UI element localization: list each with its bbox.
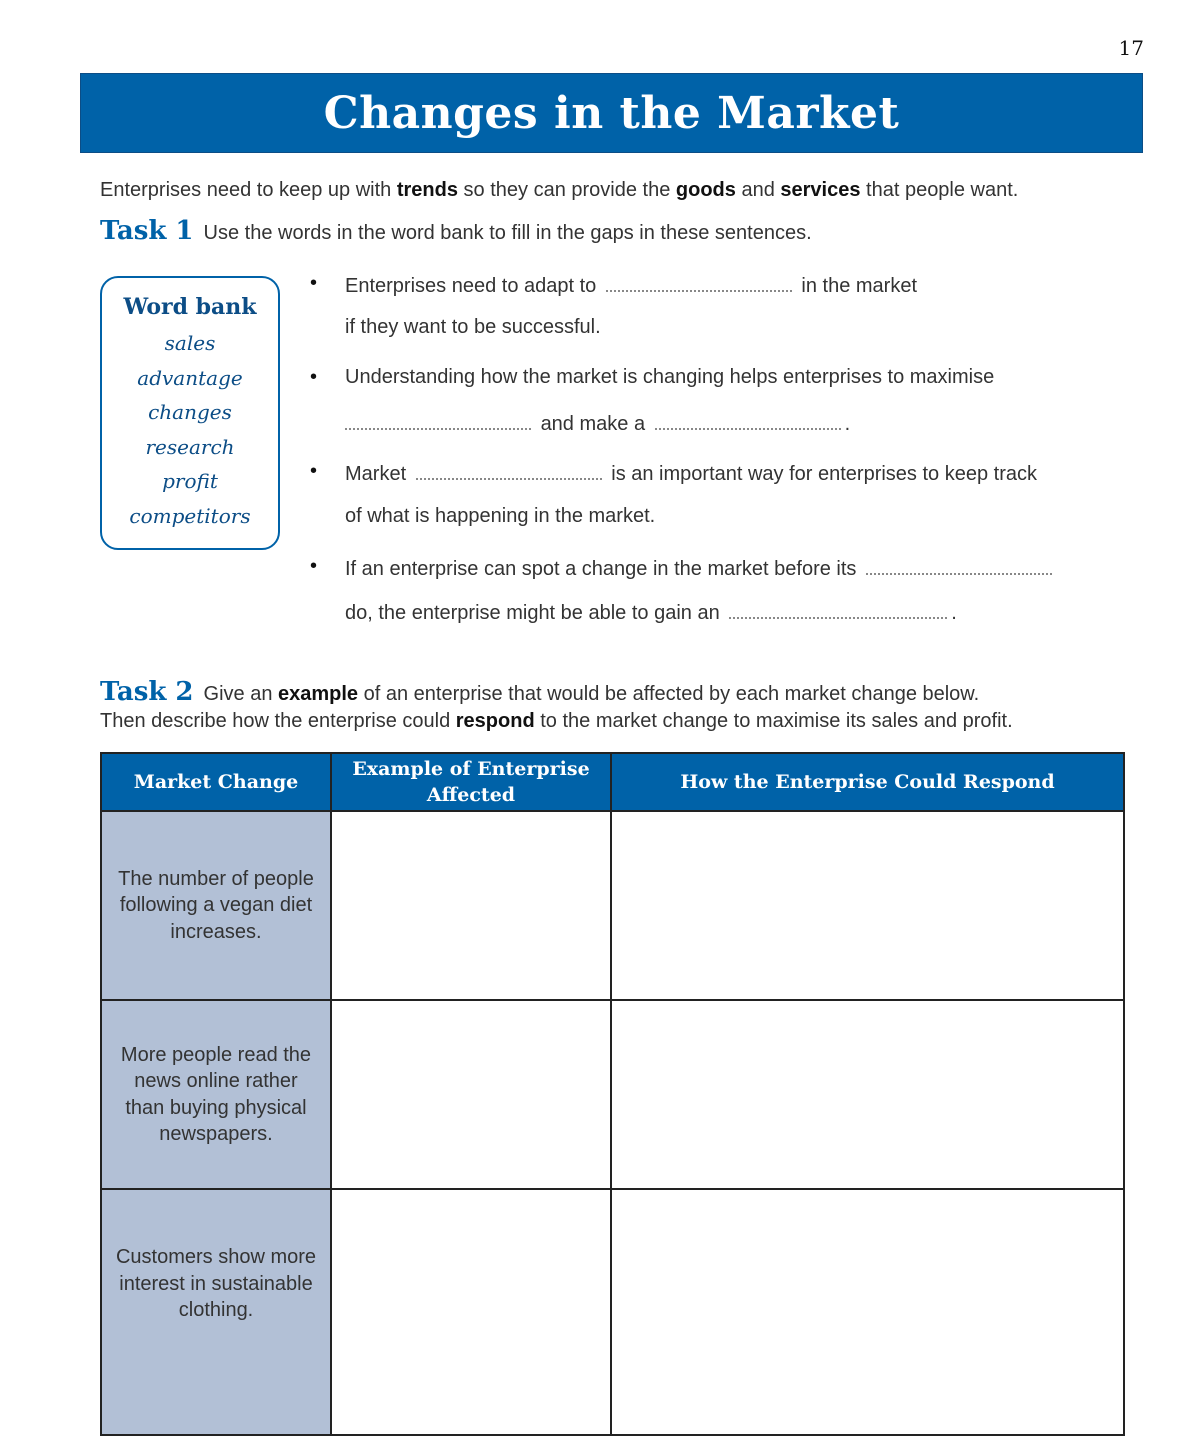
task2-label: Task 2 <box>100 677 194 707</box>
word-bank-word: changes <box>148 400 232 425</box>
sentence-text: is an important way for enterprises to keep track <box>611 463 1037 485</box>
sentence-text: If an enterprise can spot a change in the market before its <box>345 558 857 580</box>
response-answer-cell[interactable] <box>611 1189 1124 1435</box>
intro-part: so they can provide the <box>457 179 676 201</box>
sentence-text: Market <box>345 463 407 485</box>
task1-heading <box>100 216 812 246</box>
task2-table <box>100 752 1125 1436</box>
sentence-2-line-2 <box>345 410 850 436</box>
table-row <box>101 1189 1124 1435</box>
intro-part: Enterprises need to keep up with <box>100 179 397 201</box>
task2-instruction-part: Give an <box>203 683 278 705</box>
sentence-text: Enterprises need to adapt to <box>345 275 597 297</box>
market-change-cell: The number of people following a vegan diet increases. <box>101 811 331 1000</box>
page-title: Changes in the Market <box>323 87 900 139</box>
sentence-text: do, the enterprise might be able to gain an <box>345 602 720 624</box>
table-header-row <box>101 753 1124 811</box>
sentence-1-line-1 <box>345 272 917 298</box>
sentence-4-line-1 <box>345 555 1056 581</box>
sentence-4-line-2 <box>345 599 957 625</box>
sentence-3-line-2 <box>345 505 655 528</box>
word-bank-word: sales <box>164 331 216 355</box>
task2-keyword-example: example <box>278 683 359 705</box>
task1-instruction: Use the words in the word bank to fill in the gaps in these sentences. <box>203 222 812 244</box>
intro-part: and <box>735 179 781 201</box>
intro-keyword-services: services <box>780 179 861 201</box>
gap-2[interactable] <box>345 410 531 430</box>
table-row <box>101 811 1124 1000</box>
response-answer-cell[interactable] <box>611 1000 1124 1189</box>
page-number: 17 <box>1118 36 1144 60</box>
word-bank-word: research <box>145 434 235 459</box>
gap-5[interactable] <box>866 555 1052 575</box>
word-bank-word: competitors <box>129 503 251 528</box>
sentence-1-line-2 <box>345 316 601 339</box>
intro-keyword-trends: trends <box>396 179 458 201</box>
bullet-1: • <box>310 272 318 294</box>
sentence-text: . <box>844 413 851 435</box>
sentence-text: . <box>951 602 957 624</box>
sentence-text: of what is happening in the market. <box>345 505 656 527</box>
sentence-2-line-1 <box>345 366 994 389</box>
market-change-cell: Customers show more interest in sustainable clothing. <box>101 1189 331 1435</box>
gap-1[interactable] <box>606 272 792 292</box>
header-market-change: Market Change <box>101 753 331 811</box>
task2-heading <box>100 677 979 707</box>
intro-part: that people want. <box>860 179 1019 201</box>
table-row <box>101 1000 1124 1189</box>
word-bank-word: profit <box>162 469 218 494</box>
task2-instruction-line-2 <box>100 710 1013 733</box>
intro-keyword-goods: goods <box>675 179 736 201</box>
header-how-respond: How the Enterprise Could Respond <box>611 753 1124 811</box>
response-answer-cell[interactable] <box>611 811 1124 1000</box>
sentence-text: if they want to be successful. <box>345 316 601 338</box>
title-banner <box>80 73 1143 153</box>
gap-3[interactable] <box>655 410 841 430</box>
intro-text <box>100 179 1018 202</box>
task2-instruction-part: to the market change to maximise its sales and profit. <box>534 710 1013 732</box>
sentence-text: and make a <box>540 413 646 435</box>
gap-6[interactable] <box>729 599 947 619</box>
sentence-text: in the market <box>801 275 918 297</box>
task2-keyword-respond: respond <box>455 710 535 732</box>
sentence-3-line-1 <box>345 460 1037 486</box>
bullet-4: • <box>310 555 318 577</box>
example-answer-cell[interactable] <box>331 811 611 1000</box>
market-change-cell: More people read the news online rather than buying physical newspapers. <box>101 1000 331 1189</box>
gap-4[interactable] <box>416 460 602 480</box>
word-bank-title: Word bank <box>123 294 257 320</box>
task1-label: Task 1 <box>100 216 194 246</box>
example-answer-cell[interactable] <box>331 1000 611 1189</box>
bullet-2: • <box>310 366 318 388</box>
header-example-enterprise: Example of Enterprise Affected <box>331 753 611 811</box>
example-answer-cell[interactable] <box>331 1189 611 1435</box>
sentence-text: Understanding how the market is changing helps enterprises to maximise <box>345 366 995 388</box>
word-bank-word: advantage <box>137 365 243 390</box>
task2-instruction-part: of an enterprise that would be affected by each market change below. <box>358 683 980 705</box>
word-bank <box>100 276 280 550</box>
bullet-3: • <box>310 460 318 482</box>
task2-instruction-part: Then describe how the enterprise could <box>100 710 456 732</box>
